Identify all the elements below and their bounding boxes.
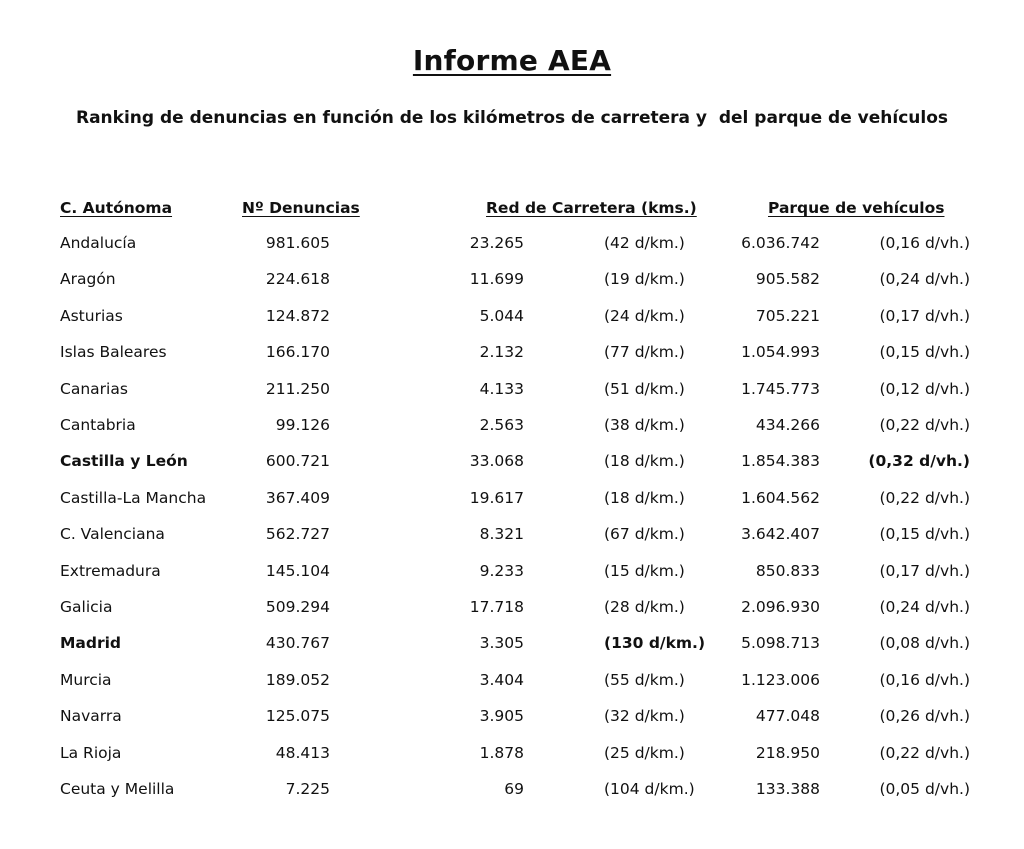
cell-veh-ratio: (0,16 d/vh.) bbox=[879, 234, 970, 252]
cell-km-ratio: (77 d/km.) bbox=[604, 343, 685, 362]
cell-km: 9.233 bbox=[479, 561, 524, 580]
cell-denuncias: 124.872 bbox=[265, 306, 330, 325]
cell-km: 19.617 bbox=[469, 488, 524, 507]
cell-region: Extremadura bbox=[60, 561, 161, 580]
header-region: C. Autónoma bbox=[60, 199, 173, 217]
cell-veh-ratio: (0,24 d/vh.) bbox=[879, 270, 970, 289]
cell-vehiculos: 705.221 bbox=[755, 306, 820, 325]
cell-denuncias: 48.413 bbox=[275, 743, 330, 762]
cell-region: Islas Baleares bbox=[60, 343, 167, 362]
header-red-carretera: Red de Carretera (kms.) bbox=[486, 199, 697, 217]
cell-denuncias: 562.727 bbox=[265, 525, 330, 544]
cell-vehiculos: 1.745.773 bbox=[741, 379, 820, 398]
cell-vehiculos: 133.388 bbox=[755, 780, 820, 798]
cell-km-ratio: (18 d/km.) bbox=[604, 488, 685, 507]
cell-region: Canarias bbox=[60, 379, 128, 398]
cell-denuncias: 367.409 bbox=[265, 488, 330, 507]
cell-region: Andalucía bbox=[60, 234, 137, 252]
table-row bbox=[0, 741, 1024, 765]
cell-region: Castilla-La Mancha bbox=[60, 488, 207, 507]
table-row bbox=[0, 449, 1024, 473]
cell-km: 3.404 bbox=[479, 670, 524, 689]
cell-vehiculos: 434.266 bbox=[755, 416, 820, 434]
cell-vehiculos: 1.604.562 bbox=[741, 488, 820, 507]
cell-km-ratio: (42 d/km.) bbox=[604, 234, 685, 252]
cell-region: Navarra bbox=[60, 707, 122, 726]
cell-veh-ratio: (0,12 d/vh.) bbox=[879, 379, 970, 398]
cell-km: 2.132 bbox=[479, 343, 524, 362]
cell-veh-ratio: (0,24 d/vh.) bbox=[879, 598, 970, 616]
cell-vehiculos: 477.048 bbox=[755, 707, 820, 726]
cell-denuncias: 7.225 bbox=[285, 780, 330, 798]
cell-vehiculos: 1.123.006 bbox=[741, 670, 820, 689]
cell-km-ratio: (67 d/km.) bbox=[604, 525, 685, 544]
cell-veh-ratio: (0,15 d/vh.) bbox=[879, 525, 970, 544]
cell-region: Galicia bbox=[60, 598, 113, 616]
cell-km-ratio: (25 d/km.) bbox=[604, 743, 685, 762]
cell-denuncias: 430.767 bbox=[265, 634, 330, 653]
cell-veh-ratio: (0,32 d/vh.) bbox=[868, 452, 970, 471]
cell-km: 23.265 bbox=[469, 234, 524, 252]
header-parque-vehiculos: Parque de vehículos bbox=[768, 199, 945, 217]
cell-km: 4.133 bbox=[479, 379, 524, 398]
cell-region: Cantabria bbox=[60, 416, 136, 434]
cell-km: 3.305 bbox=[479, 634, 524, 653]
cell-veh-ratio: (0,16 d/vh.) bbox=[879, 670, 970, 689]
document-subtitle: Ranking de denuncias en función de los kilómetros de carretera y del parque de vehículos bbox=[75, 108, 948, 128]
cell-veh-ratio: (0,15 d/vh.) bbox=[879, 343, 970, 362]
table-row bbox=[0, 486, 1024, 510]
cell-veh-ratio: (0,05 d/vh.) bbox=[879, 780, 970, 798]
table-row bbox=[0, 340, 1024, 364]
cell-vehiculos: 2.096.930 bbox=[741, 598, 820, 616]
cell-region: Ceuta y Melilla bbox=[60, 780, 175, 798]
header-denuncias: Nº Denuncias bbox=[242, 199, 360, 217]
table-row bbox=[0, 595, 1024, 619]
cell-km-ratio: (15 d/km.) bbox=[604, 561, 685, 580]
cell-denuncias: 125.075 bbox=[265, 707, 330, 726]
cell-km-ratio: (32 d/km.) bbox=[604, 707, 685, 726]
cell-km: 3.905 bbox=[479, 707, 524, 726]
cell-km: 11.699 bbox=[469, 270, 524, 289]
table-row bbox=[0, 231, 1024, 255]
cell-denuncias: 166.170 bbox=[265, 343, 330, 362]
cell-veh-ratio: (0,26 d/vh.) bbox=[879, 707, 970, 726]
document-title: Informe AEA bbox=[412, 44, 612, 77]
cell-denuncias: 981.605 bbox=[265, 234, 330, 252]
cell-vehiculos: 6.036.742 bbox=[741, 234, 820, 252]
cell-km: 69 bbox=[504, 780, 524, 798]
table-row bbox=[0, 559, 1024, 583]
table-row bbox=[0, 267, 1024, 291]
cell-region: La Rioja bbox=[60, 743, 122, 762]
cell-km: 5.044 bbox=[479, 306, 524, 325]
table-row bbox=[0, 704, 1024, 728]
table-row bbox=[0, 522, 1024, 546]
cell-km-ratio: (28 d/km.) bbox=[604, 598, 685, 616]
cell-vehiculos: 905.582 bbox=[755, 270, 820, 289]
cell-veh-ratio: (0,17 d/vh.) bbox=[879, 306, 970, 325]
cell-km: 1.878 bbox=[479, 743, 524, 762]
cell-veh-ratio: (0,17 d/vh.) bbox=[879, 561, 970, 580]
cell-denuncias: 224.618 bbox=[265, 270, 330, 289]
cell-denuncias: 211.250 bbox=[265, 379, 330, 398]
cell-km: 33.068 bbox=[469, 452, 524, 471]
cell-region: Madrid bbox=[60, 634, 122, 653]
cell-region: Castilla y León bbox=[60, 452, 188, 471]
cell-km-ratio: (18 d/km.) bbox=[604, 452, 685, 471]
cell-veh-ratio: (0,08 d/vh.) bbox=[879, 634, 970, 653]
cell-vehiculos: 3.642.407 bbox=[741, 525, 820, 544]
table-row bbox=[0, 631, 1024, 655]
cell-region: Aragón bbox=[60, 270, 116, 289]
cell-km-ratio: (38 d/km.) bbox=[604, 416, 685, 434]
cell-km: 17.718 bbox=[469, 598, 524, 616]
cell-denuncias: 189.052 bbox=[265, 670, 330, 689]
cell-vehiculos: 1.854.383 bbox=[741, 452, 820, 471]
cell-denuncias: 145.104 bbox=[265, 561, 330, 580]
cell-region: Asturias bbox=[60, 306, 123, 325]
cell-km-ratio: (24 d/km.) bbox=[604, 306, 685, 325]
cell-km: 2.563 bbox=[479, 416, 524, 434]
cell-km-ratio: (19 d/km.) bbox=[604, 270, 685, 289]
cell-veh-ratio: (0,22 d/vh.) bbox=[879, 416, 970, 434]
cell-vehiculos: 850.833 bbox=[755, 561, 820, 580]
cell-denuncias: 600.721 bbox=[265, 452, 330, 471]
cell-km-ratio: (104 d/km.) bbox=[604, 780, 695, 798]
cell-km-ratio: (51 d/km.) bbox=[604, 379, 685, 398]
table-row bbox=[0, 413, 1024, 437]
cell-region: C. Valenciana bbox=[60, 525, 165, 544]
cell-denuncias: 509.294 bbox=[265, 598, 330, 616]
cell-km: 8.321 bbox=[479, 525, 524, 544]
cell-region: Murcia bbox=[60, 670, 112, 689]
cell-km-ratio: (130 d/km.) bbox=[604, 634, 706, 653]
cell-veh-ratio: (0,22 d/vh.) bbox=[879, 743, 970, 762]
table-row bbox=[0, 777, 1024, 801]
cell-vehiculos: 218.950 bbox=[755, 743, 820, 762]
table-row bbox=[0, 377, 1024, 401]
cell-km-ratio: (55 d/km.) bbox=[604, 670, 685, 689]
table-row bbox=[0, 668, 1024, 692]
cell-vehiculos: 1.054.993 bbox=[741, 343, 820, 362]
cell-vehiculos: 5.098.713 bbox=[741, 634, 820, 653]
cell-denuncias: 99.126 bbox=[275, 416, 330, 434]
cell-veh-ratio: (0,22 d/vh.) bbox=[879, 488, 970, 507]
table-row bbox=[0, 304, 1024, 328]
